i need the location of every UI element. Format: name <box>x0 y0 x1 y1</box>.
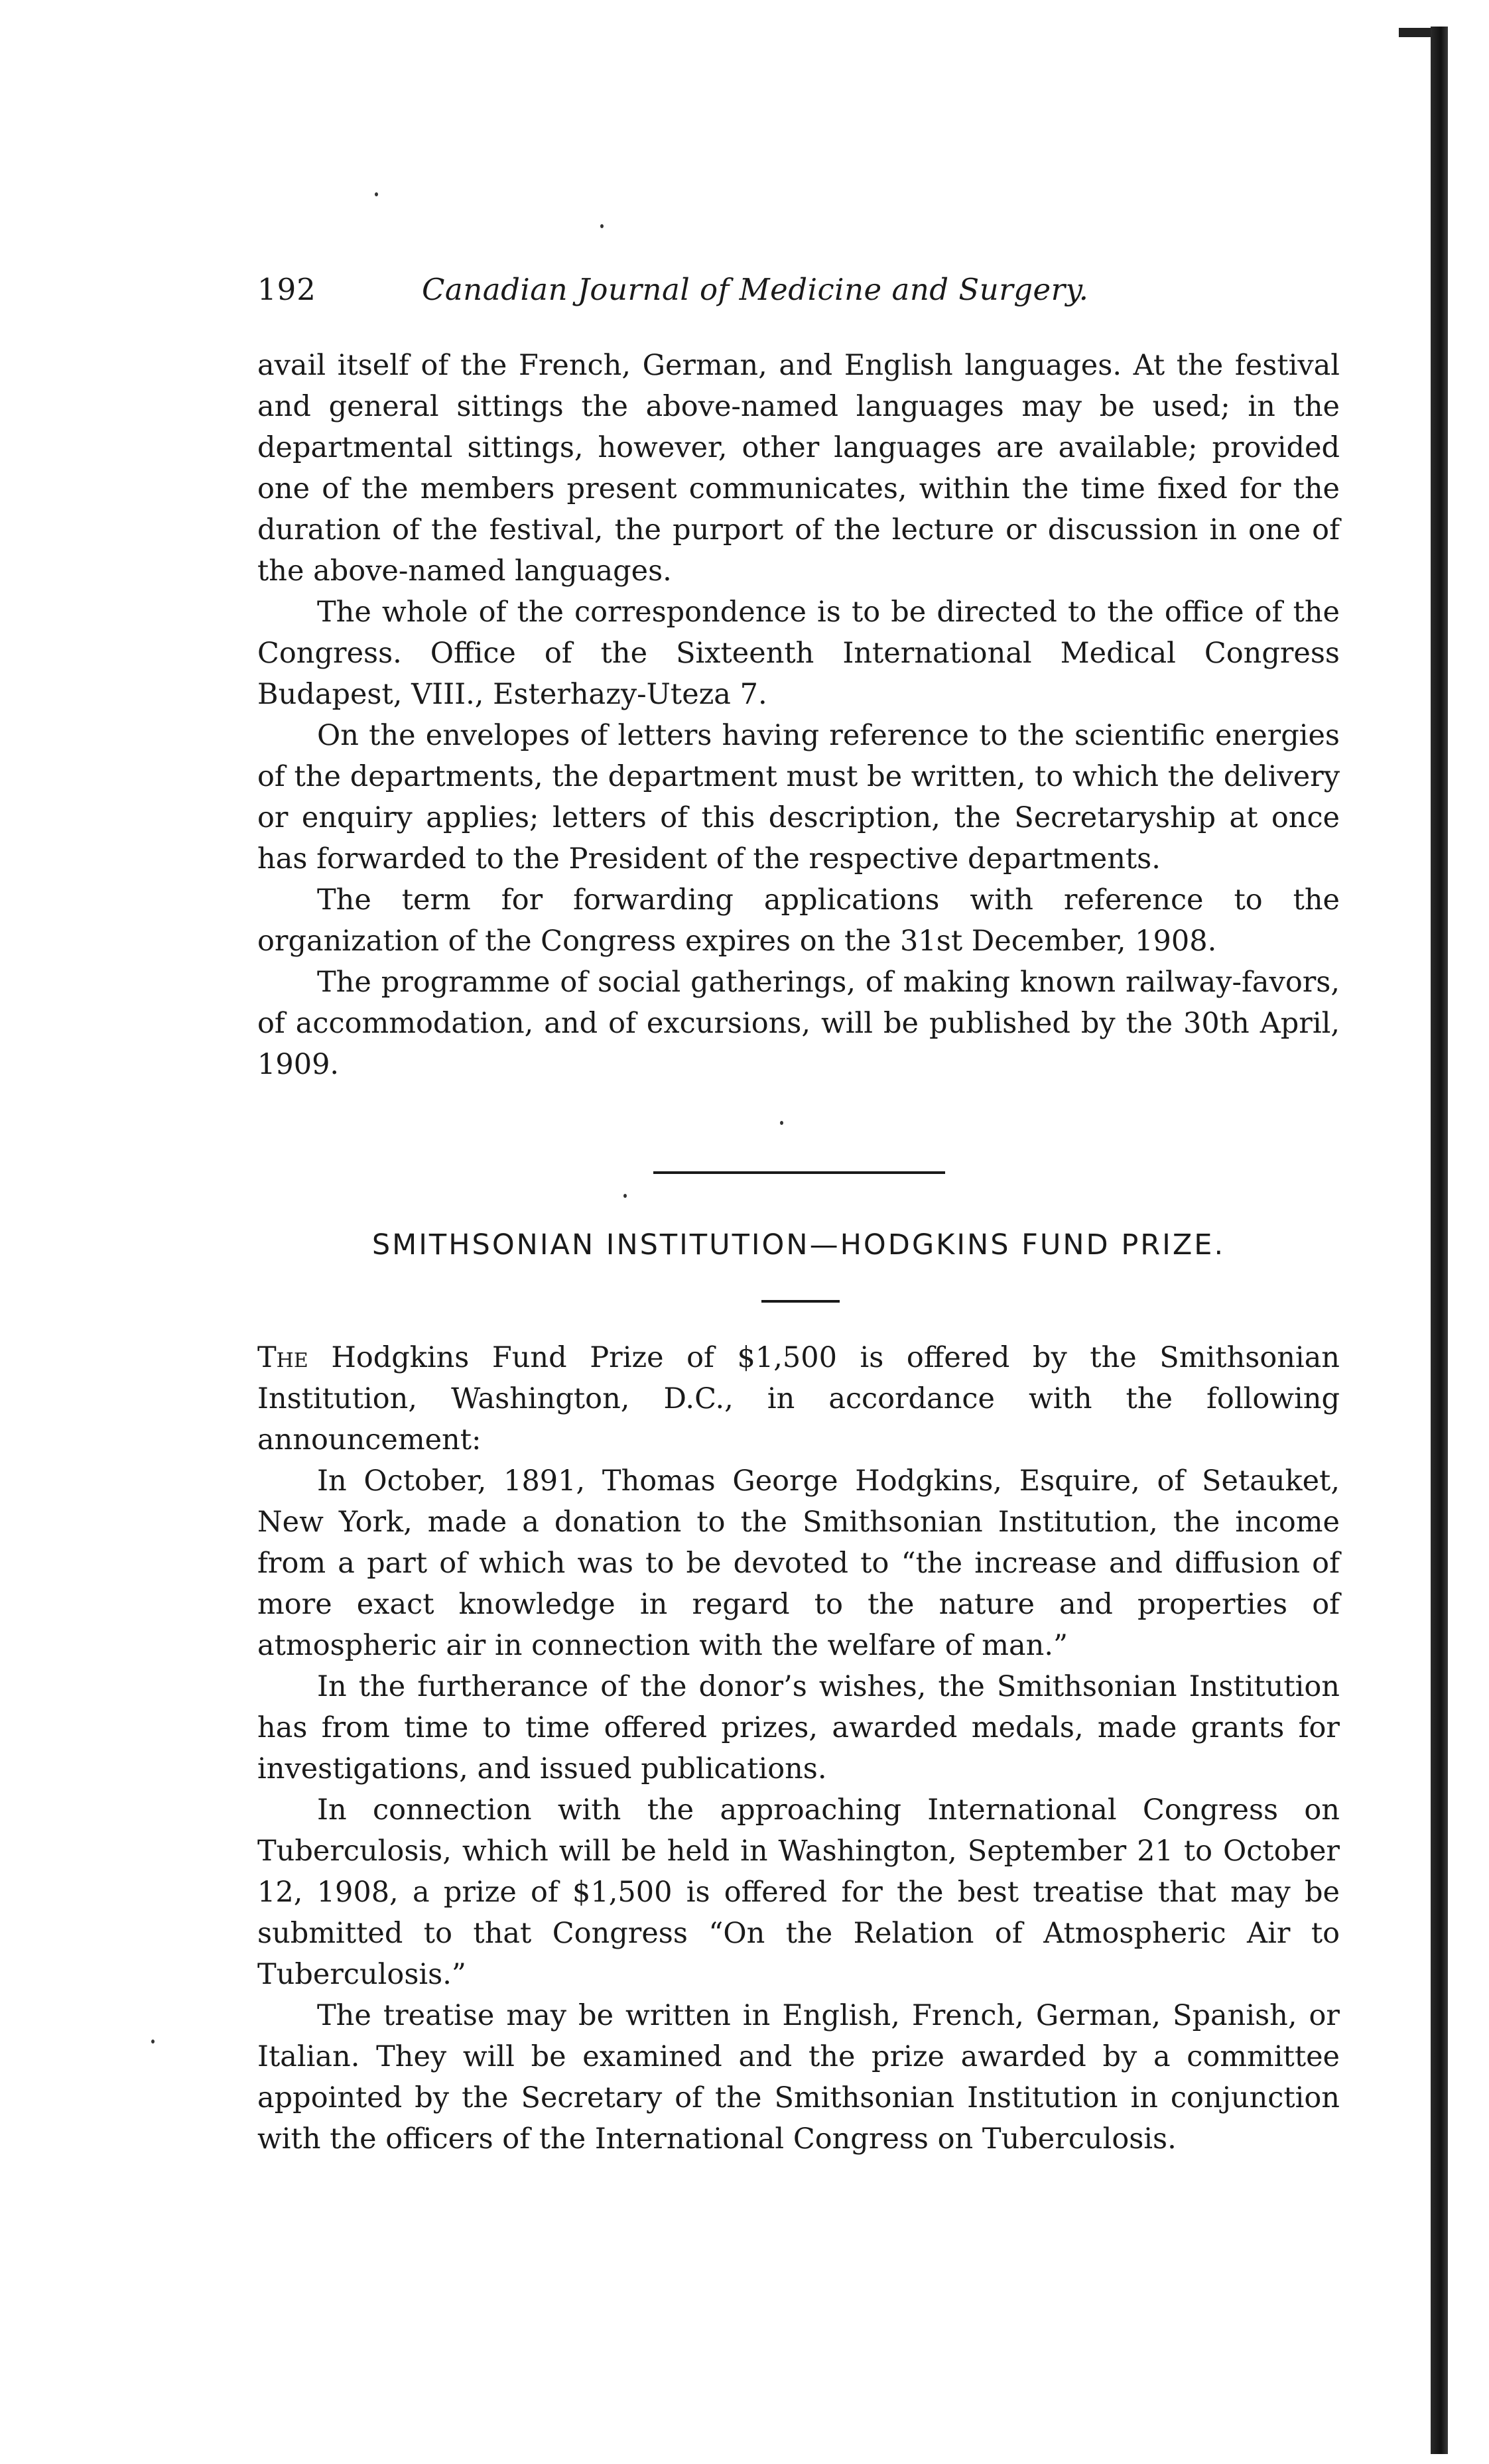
print-speck <box>375 192 378 196</box>
paragraph: In connection with the approaching International Congress on Tuberculosis, which will be held in Washington, September 21 to October 12, 1908, a prize of $1,500 is offered for the best treatise that may be submitted to that Congress “On the Relation of Atmospheric Air to Tuberculosis.” <box>257 1793 1340 1991</box>
heading-underline <box>761 1300 840 1303</box>
section-heading: SMITHSONIAN INSTITUTION—HODGKINS FUND PRIZE. <box>371 1228 1226 1262</box>
page-edge-shadow <box>1431 27 1448 2454</box>
paragraph-text: Hodgkins Fund Prize of $1,500 is offered by the Smithsonian Institution, Washington, D.C., in accordance with the following announcement: <box>257 1341 1340 1457</box>
paragraph: In October, 1891, Thomas George Hodgkins, Esquire, of Setauket, New York, made a donation to the Smithsonian Institution, the income from a part of which was to be devoted to “the increase and diffusion of more exact knowledge in regard to the nature and properties of atmospheric air in connection with the welfare of man.” <box>257 1464 1340 1662</box>
running-header <box>257 272 1345 318</box>
running-title: Canadian Journal of Medicine and Surgery. <box>422 272 1089 307</box>
paragraph: The programme of social gatherings, of making known railway-favors, of accommodation, and of excursions, will be published by the 30th April, 1909. <box>257 966 1340 1081</box>
print-speck <box>623 1194 627 1198</box>
smithsonian-article <box>257 1337 1340 2160</box>
paragraph: On the envelopes of letters having reference to the scientific energies of the departments, the department must be written, to which the delivery or enquiry applies; letters of this description, the Secretaryship at once has forwarded to the President of the respective departments. <box>257 719 1340 875</box>
print-speck <box>780 1121 783 1125</box>
section-divider <box>653 1171 945 1174</box>
paragraph: The term for forwarding applications with reference to the organization of the Congress expires on the 31st December, 1908. <box>257 883 1340 958</box>
page-number: 192 <box>257 272 316 307</box>
page-edge-top-mark <box>1399 28 1431 37</box>
print-speck <box>151 2040 155 2043</box>
paragraph: avail itself of the French, German, and English languages. At the festival and general sittings the above-named languages may be used; in the departmental sittings, however, other languages are available; provided one of the members present communicates, within the time fixed for the duration of the festival, the purport of the lecture or discussion in one of the above-named languages. <box>257 349 1340 588</box>
paragraph: The treatise may be written in English, French, German, Spanish, or Italian. They will be examined and the prize awarded by a committee appointed by the Secretary of the Smithsonian Institution in conjunction with the officers of the International Congress on Tuberculosis. <box>257 1999 1340 2156</box>
paragraph: The whole of the correspondence is to be directed to the office of the Congress. Office of the Sixteenth International Medical Congress Budapest, VIII., Esterhazy-Uteza 7. <box>257 596 1340 711</box>
print-speck <box>600 224 604 228</box>
lead-word: The <box>257 1341 308 1374</box>
paragraph: In the furtherance of the donor’s wishes, the Smithsonian Institution has from time to time offered prizes, awarded medals, made grants for investigations, and issued publications. <box>257 1670 1340 1785</box>
paragraph <box>257 1337 1340 1460</box>
article-continuation <box>257 345 1340 1085</box>
